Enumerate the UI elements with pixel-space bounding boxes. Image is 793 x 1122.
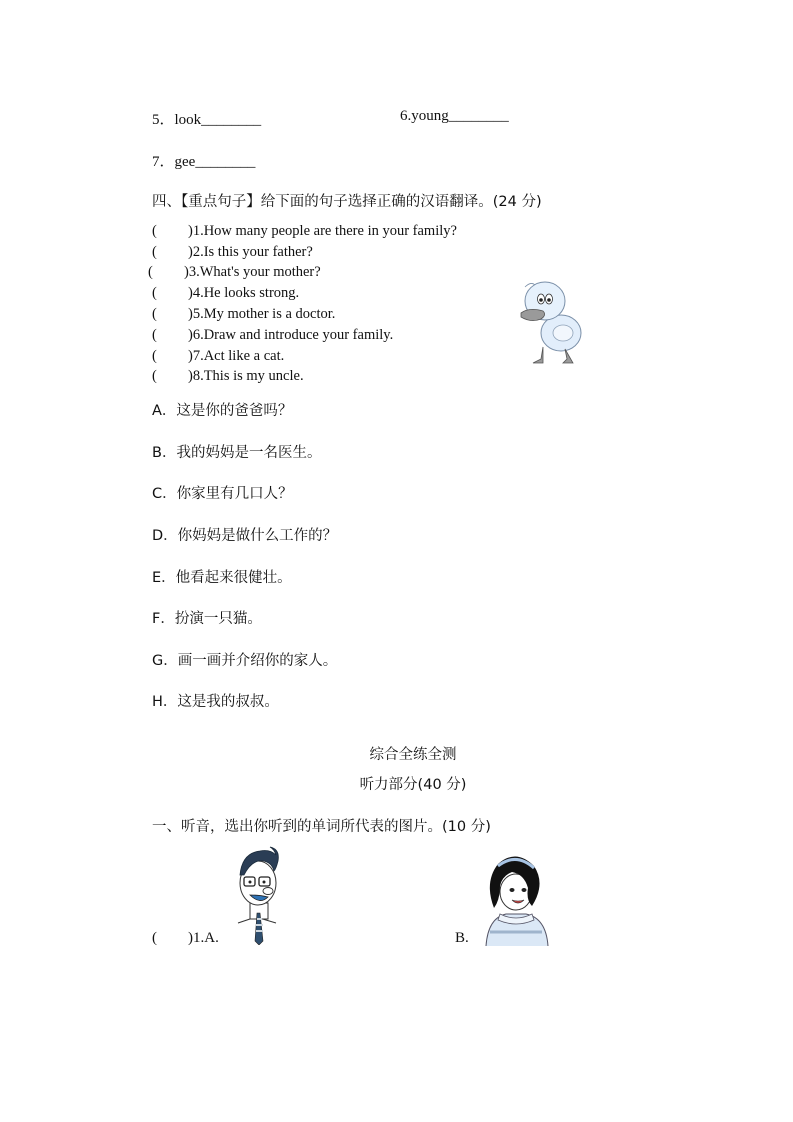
- option-text: 画一画并介绍你的家人。: [177, 653, 338, 669]
- answer-paren[interactable]: (: [152, 368, 157, 384]
- option-label: B．: [152, 445, 177, 461]
- item-label: 7．gee: [152, 154, 196, 170]
- option-g: [152, 649, 337, 670]
- duckling-icon: [515, 275, 585, 370]
- option-label: C．: [152, 486, 177, 502]
- question-text: )4.He looks strong.: [188, 285, 300, 301]
- option-f: [152, 607, 262, 628]
- phonics-item-6: [400, 108, 509, 125]
- man-with-glasses-icon: [228, 845, 288, 945]
- answer-blank[interactable]: ________: [448, 108, 509, 124]
- question-row: [152, 244, 313, 261]
- answer-paren[interactable]: (: [152, 930, 157, 946]
- option-e: [152, 566, 292, 587]
- question-text: )6.Draw and introduce your family.: [188, 327, 394, 343]
- question-row: [152, 285, 299, 302]
- test-subtitle: 听力部分(40 分): [359, 777, 467, 793]
- option-text: 这是你的爸爸吗？: [176, 403, 293, 419]
- option-b: [152, 441, 321, 462]
- option-label: D．: [152, 528, 178, 544]
- question-row: [152, 348, 284, 365]
- option-text: 我的妈妈是一名医生。: [176, 445, 322, 461]
- option-d: [152, 524, 337, 545]
- option-b-label: B.: [455, 930, 469, 946]
- q1-label: )1.A.: [188, 930, 219, 946]
- answer-paren[interactable]: (: [152, 348, 157, 364]
- question-row: [152, 223, 457, 240]
- option-text: 扮演一只猫。: [174, 611, 262, 627]
- option-label: F．: [152, 611, 175, 627]
- question-row: [152, 306, 335, 323]
- option-text: 他看起来很健壮。: [175, 570, 292, 586]
- section-heading: 四、【重点句子】给下面的句子选择正确的汉语翻译。(24 分): [152, 194, 542, 210]
- option-text: 你妈妈是做什么工作的？: [177, 528, 338, 544]
- girl-illustration[interactable]: [480, 850, 552, 950]
- answer-paren[interactable]: (: [148, 264, 153, 280]
- option-a: [152, 399, 292, 420]
- q1-row: [152, 930, 219, 947]
- option-label: E．: [152, 570, 176, 586]
- girl-with-headband-icon: [480, 850, 552, 950]
- phonics-item-5: [152, 108, 261, 129]
- option-h: [152, 690, 279, 711]
- option-text: 这是我的叔叔。: [177, 694, 279, 710]
- question-row: [148, 264, 321, 281]
- question-text: )2.Is this your father?: [188, 244, 313, 260]
- duckling-illustration: [515, 275, 585, 370]
- question-text: )7.Act like a cat.: [188, 348, 285, 364]
- answer-paren[interactable]: (: [152, 285, 157, 301]
- answer-paren[interactable]: (: [152, 223, 157, 239]
- option-label: H．: [152, 694, 178, 710]
- question-text: )5.My mother is a doctor.: [188, 306, 336, 322]
- answer-paren[interactable]: (: [152, 327, 157, 343]
- man-illustration[interactable]: [228, 845, 288, 945]
- phonics-item-7: [152, 150, 255, 171]
- question-text: )3.What's your mother?: [184, 264, 321, 280]
- test-title: 综合全练全测: [369, 747, 457, 763]
- question-text: )8.This is my uncle.: [188, 368, 304, 384]
- option-c: [152, 482, 293, 503]
- answer-paren[interactable]: (: [152, 244, 157, 260]
- question-row: [152, 368, 304, 385]
- question-text: )1.How many people are there in your family?: [188, 223, 457, 239]
- question-row: [152, 327, 393, 344]
- item-label: 6.young: [400, 108, 449, 124]
- option-text: 你家里有几口人？: [176, 486, 293, 502]
- option-label: G．: [152, 653, 178, 669]
- answer-paren[interactable]: (: [152, 306, 157, 322]
- item-label: 5．look: [152, 112, 202, 128]
- option-label: A．: [152, 403, 177, 419]
- answer-blank[interactable]: ________: [195, 154, 256, 170]
- part1-heading: 一、听音，选出你听到的单词所代表的图片。(10 分): [152, 819, 491, 835]
- answer-blank[interactable]: ________: [201, 112, 262, 128]
